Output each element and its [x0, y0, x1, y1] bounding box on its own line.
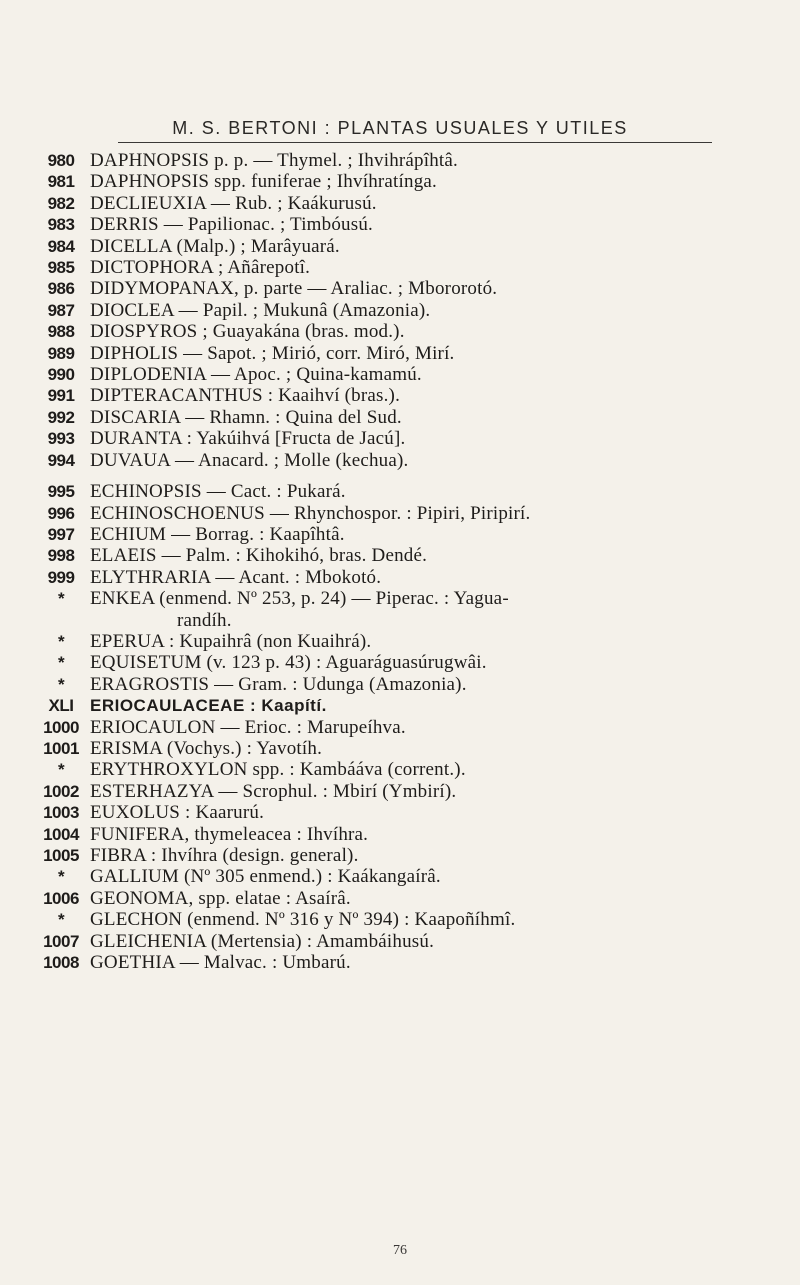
running-header: M. S. BERTONI : PLANTAS USUALES Y UTILES — [172, 118, 628, 138]
entry-text: DICTOPHORA ; Añârepotî. — [90, 257, 311, 279]
entry — [32, 236, 792, 257]
entry — [32, 824, 792, 845]
entry-list — [32, 150, 792, 973]
entry — [32, 652, 792, 673]
entry-text: DICELLA (Malp.) ; Marâyuará. — [90, 235, 340, 257]
entry-text: ERISMA (Vochys.) : Yavotíh. — [90, 737, 323, 759]
entry-text: DURANTA : Yakúihvá [Fructa de Jacú]. — [90, 428, 406, 450]
entry — [32, 214, 792, 235]
entry-number: 995 — [47, 482, 75, 502]
entry-number: 990 — [47, 365, 75, 385]
entry-number: 989 — [47, 343, 75, 363]
entry-number: 1001 — [43, 738, 79, 758]
entry-text: randíh. — [177, 609, 232, 631]
entry-text: EQUISETUM (v. 123 p. 43) : Aguaráguasúrugwâi. — [90, 652, 487, 674]
entry-text: DISCARIA — Rhamn. : Quina del Sud. — [90, 406, 402, 428]
family-heading — [32, 695, 792, 716]
entry — [32, 781, 792, 802]
entry-number: 996 — [47, 503, 75, 523]
entry — [32, 171, 792, 192]
entry — [32, 567, 792, 588]
entry-text: DECLIEUXIA — Rub. ; Kaákurusú. — [90, 192, 377, 214]
entry-text: DAPHNOPSIS p. p. — Thymel. ; Ihvihrápîhtâ. — [90, 150, 458, 171]
entry — [32, 866, 792, 887]
entry — [32, 909, 792, 930]
entry-text: DIOCLEA — Papil. ; Mukunâ (Amazonia). — [90, 299, 431, 321]
family-text: ERIOCAULACEAE : Kaapítí. — [90, 696, 327, 716]
entry-number: 993 — [47, 429, 75, 449]
entry-number: 1002 — [43, 781, 79, 801]
entry-number: 1000 — [43, 717, 79, 737]
entry — [32, 588, 792, 609]
entry-text: DIPLODENIA — Apoc. ; Quina-kamamú. — [90, 364, 422, 386]
entry-number: * — [57, 631, 65, 651]
entry — [32, 343, 792, 364]
entry-number: * — [57, 760, 65, 780]
entry-text: ELYTHRARIA — Acant. : Mbokotó. — [90, 566, 382, 588]
entry — [32, 407, 792, 428]
entry-number: * — [57, 653, 65, 673]
entry-text: DIDYMOPANAX, p. parte — Araliac. ; Mbororotó. — [90, 278, 498, 300]
entry — [32, 150, 792, 171]
entry — [32, 257, 792, 278]
entry-text: GLEICHENIA (Mertensia) : Amambáihusú. — [90, 930, 435, 952]
entry-text: DERRIS — Papilionac. ; Timbóusú. — [90, 214, 373, 236]
entry-text: ENKEA (enmend. Nº 253, p. 24) — Piperac. : Yagua- — [90, 588, 509, 610]
entry — [32, 385, 792, 406]
entry-text: GLECHON (enmend. Nº 316 y Nº 394) : Kaapoñíhmî. — [90, 909, 516, 931]
entry — [32, 759, 792, 780]
entry-text: FUNIFERA, thymeleacea : Ihvíhra. — [90, 823, 369, 845]
entry-number: 987 — [47, 300, 75, 320]
entry-number: 988 — [47, 322, 75, 342]
entry-number: 1008 — [43, 953, 79, 973]
page-number: 76 — [393, 1243, 407, 1258]
entry-text: ERIOCAULON — Erioc. : Marupeíhva. — [90, 716, 406, 738]
entry-text: ECHINOSCHOENUS — Rhynchospor. : Pipiri, Piripirí. — [90, 502, 531, 524]
entry-number: 992 — [47, 407, 75, 427]
entry-number: 982 — [47, 193, 75, 213]
entry-text: GOETHIA — Malvac. : Umbarú. — [90, 952, 351, 974]
entry-text: GALLIUM (Nº 305 enmend.) : Kaákangaírâ. — [90, 866, 441, 888]
entry-number: 986 — [47, 279, 75, 299]
entry — [32, 193, 792, 214]
entry-text: DIPTERACANTHUS : Kaaihví (bras.). — [90, 385, 401, 407]
entry — [32, 321, 792, 342]
entry — [32, 524, 792, 545]
entry — [32, 952, 792, 973]
entry-continuation — [32, 610, 792, 631]
entry-number: 1003 — [43, 803, 79, 823]
entry-number: 1005 — [43, 846, 79, 865]
entry — [32, 631, 792, 652]
entry-number: * — [57, 910, 65, 930]
entry-text: ECHINOPSIS — Cact. : Pukará. — [90, 481, 346, 503]
entry — [32, 845, 792, 866]
header-rule — [118, 142, 712, 143]
entry — [32, 802, 792, 823]
entry — [32, 545, 792, 566]
entry-text: GEONOMA, spp. elatae : Asaírâ. — [90, 887, 351, 909]
entry — [32, 888, 792, 909]
entry-text: ERYTHROXYLON spp. : Kambááva (corrent.). — [90, 759, 466, 781]
entry — [32, 450, 792, 471]
entry-number: 997 — [47, 524, 75, 544]
entry-number: 998 — [47, 546, 75, 566]
entry-text: ECHIUM — Borrag. : Kaapîhtâ. — [90, 523, 345, 545]
entry-number: 984 — [47, 236, 75, 256]
entry-number: 985 — [47, 258, 75, 278]
entry-text: FIBRA : Ihvíhra (design. general). — [90, 845, 359, 866]
entry-number: * — [57, 867, 65, 887]
entry-text: ERAGROSTIS — Gram. : Udunga (Amazonia). — [90, 673, 467, 695]
entry — [32, 674, 792, 695]
entry — [32, 738, 792, 759]
entry-number: 1006 — [43, 888, 79, 908]
entry-number: 981 — [47, 172, 75, 192]
entry — [32, 300, 792, 321]
entry-number: 994 — [47, 450, 75, 470]
entry-number: 999 — [47, 567, 75, 587]
family-number: XLI — [48, 696, 74, 716]
entry — [32, 428, 792, 449]
entry — [32, 931, 792, 952]
entry-text: EUXOLUS : Kaarurú. — [90, 802, 265, 824]
entry — [32, 481, 792, 502]
entry-text: DIOSPYROS ; Guayakána (bras. mod.). — [90, 321, 405, 343]
entry-number: * — [57, 589, 65, 609]
entry-number: 980 — [47, 151, 75, 170]
entry-number: * — [57, 674, 65, 694]
entry — [32, 503, 792, 524]
entry-number: 991 — [47, 386, 75, 406]
entry-number: 983 — [47, 215, 75, 235]
entry-text: DAPHNOPSIS spp. funiferae ; Ihvíhratínga. — [90, 171, 437, 193]
entry-text: ELAEIS — Palm. : Kihokihó, bras. Dendé. — [90, 545, 428, 567]
entry-text: EPERUA : Kupaihrâ (non Kuaihrá). — [90, 630, 372, 652]
entry — [32, 278, 792, 299]
entry-number: 1004 — [43, 824, 79, 844]
entry-number: 1007 — [43, 931, 79, 951]
entry-text: ESTERHAZYA — Scrophul. : Mbirí (Ymbirí). — [90, 780, 457, 802]
entry-text: DUVAUA — Anacard. ; Molle (kechua). — [90, 449, 409, 471]
entry — [32, 717, 792, 738]
entry-text: DIPHOLIS — Sapot. ; Mirió, corr. Miró, Mirí. — [90, 342, 455, 364]
entry — [32, 364, 792, 385]
